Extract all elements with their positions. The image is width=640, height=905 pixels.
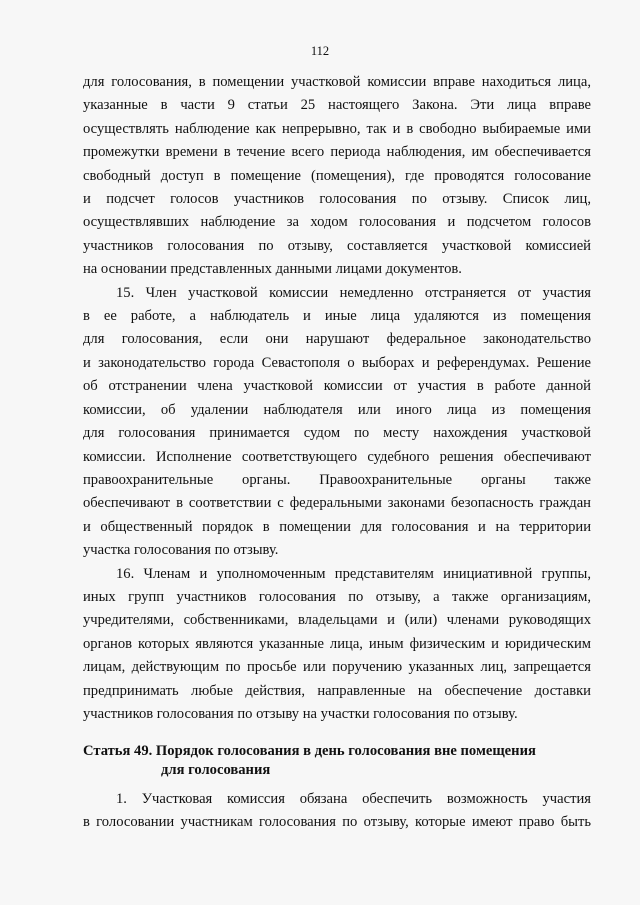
text-line: и подсчет голосов участников голосования по отзыву. Список лиц,	[83, 191, 591, 208]
article-49-paragraph-1	[83, 788, 591, 835]
text-line: в ее работе, а наблюдатель и иные лица удаляются из помещения	[83, 308, 591, 325]
text-line: участников голосования по отзыву на участки голосования по отзыву.	[83, 705, 518, 722]
paragraph-continuation	[83, 71, 591, 282]
text-line: для голосования, в помещении участковой комиссии вправе находиться лица,	[83, 74, 591, 90]
text-line: в голосовании участникам голосования по отзыву, которые имеют право быть	[83, 814, 591, 831]
text-line: учредителями, собственниками, владельцами и (или) членами руководящих	[83, 612, 591, 629]
article-heading-line: Статья 49. Порядок голосования в день голосования вне помещения	[83, 743, 536, 759]
text-line: участка голосования по отзыву.	[83, 542, 279, 559]
text-line: на основании представленных данными лицами документов.	[83, 261, 462, 278]
text-line: лицам, действующим по просьбе или поручению указанных лиц, запрещается	[83, 659, 591, 676]
text-line: комиссии, об удалении наблюдателя или иного лица из помещения	[83, 401, 591, 418]
text-line: для голосования принимается судом по месту нахождения участковой	[83, 425, 591, 442]
text-line: 16. Членам и уполномоченным представителям инициативной группы,	[116, 565, 591, 582]
text-line: 1. Участковая комиссия обязана обеспечить возможность участия	[116, 791, 591, 807]
text-line: свободный доступ в помещение (помещения), где проводятся голосование	[83, 167, 591, 184]
text-line: и законодательство города Севастополя о выборах и референдумах. Решение	[83, 354, 591, 371]
text-line: иных групп участников голосования по отзыву, а также организациям,	[83, 588, 591, 605]
text-line: указанные в части 9 статьи 25 настоящего Закона. Эти лица вправе	[83, 97, 591, 114]
text-line: об отстранении члена участковой комиссии от участия в работе данной	[83, 378, 591, 395]
text-line: осуществлять наблюдение как непрерывно, так и в свободно выбираемые ими	[83, 120, 591, 137]
body-text	[83, 71, 591, 726]
text-line: промежутки времени в течение всего периода наблюдения, им обеспечивается	[83, 144, 591, 161]
text-line: 15. Член участковой комиссии немедленно отстраняется от участия	[116, 284, 591, 301]
text-line: осуществлявших наблюдение за ходом голосования и подсчетом голосов	[83, 214, 591, 231]
text-line: органов которых являются указанные лица, иным физическим и юридическим	[83, 635, 591, 652]
article-heading-line: для голосования	[161, 762, 271, 778]
text-line: участников голосования по отзыву, составляется участковой комиссией	[83, 237, 591, 254]
paragraph-15	[83, 282, 591, 563]
text-line: правоохранительные органы. Правоохранительные органы также	[83, 471, 591, 488]
article-heading	[83, 742, 591, 780]
paragraph-16	[83, 563, 591, 727]
text-line: для голосования, если они нарушают федеральное законодательство	[83, 331, 591, 348]
page-number: 112	[310, 44, 330, 58]
text-line: комиссии. Исполнение соответствующего судебного решения обеспечивают	[83, 448, 591, 465]
text-line: и общественный порядок в помещении для голосования и на территории	[83, 518, 591, 535]
text-line: обеспечивают в соответствии с федеральными законами безопасность граждан	[83, 495, 591, 512]
text-line: предпринимать любые действия, направленные на обеспечение доставки	[83, 682, 591, 699]
